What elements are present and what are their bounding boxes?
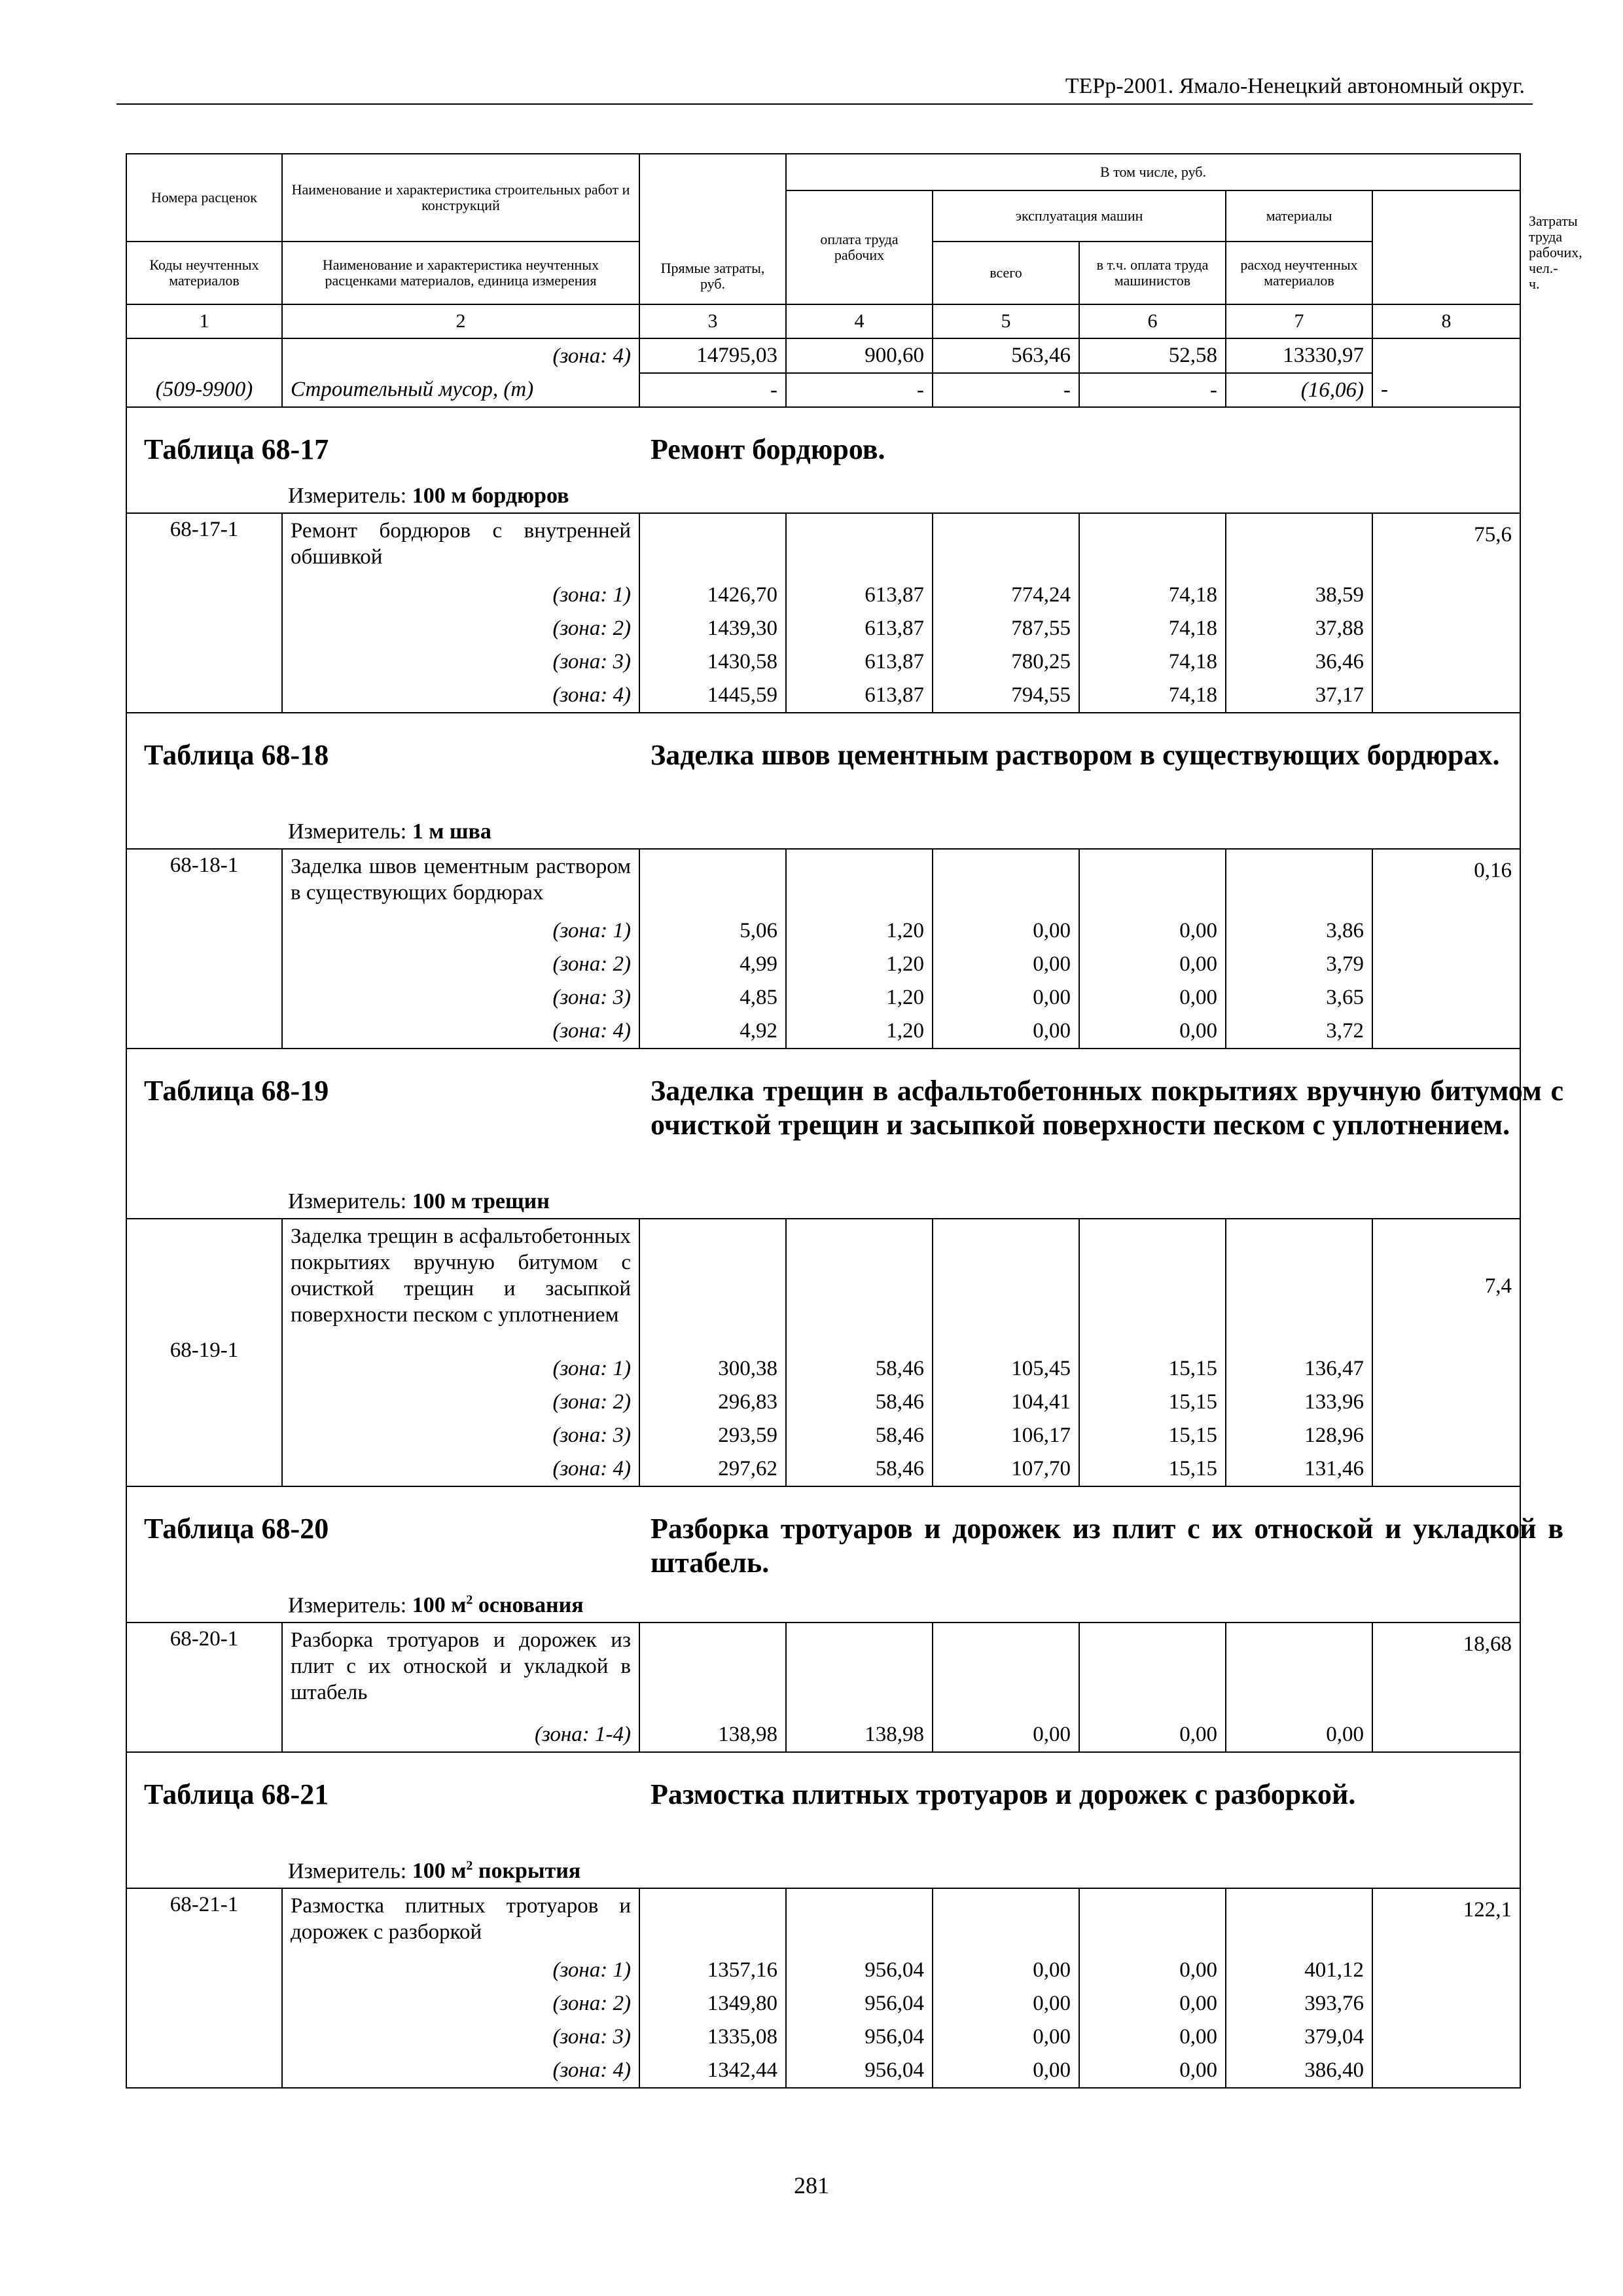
direct-costs-value: 1439,30 (639, 612, 786, 645)
col-number: 4 (786, 304, 933, 338)
machines-labor-value: 74,18 (1079, 679, 1226, 713)
materials-value: 3,65 (1226, 981, 1372, 1014)
col-machines-total: всего (933, 242, 1079, 304)
zone-label: (зона: 2) (282, 948, 639, 981)
unit-superscript: 2 (466, 1592, 473, 1607)
machines-labor-value: 15,15 (1079, 1352, 1226, 1386)
table-header: Номера расценок Наименование и характеристика строительных работ и конструкций Прямые затраты, руб. В том числе, руб. Затраты труда рабочих, чел.-ч. оплата труда рабочих эксплуатация машин материалы Коды неучтенных материалов Наименование и характеристика неучтенных расценками материалов, единица измерения всего в т.ч. оплата труда машинистов расход неучтенных материалов 1 2 3 4 5 6 7 8 (126, 154, 1520, 338)
rate-row (126, 513, 1520, 579)
rate-row (126, 849, 1520, 914)
zone-row (126, 2054, 1520, 2088)
unit-of-measure (288, 484, 569, 509)
machines-labor-value: 15,15 (1079, 1419, 1226, 1452)
table-number: Таблица 68-17 (144, 433, 329, 465)
zone-label: (зона: 4) (282, 679, 639, 713)
material-value: - (933, 373, 1079, 407)
col-number: 1 (126, 304, 282, 338)
table-number: Таблица 68-19 (144, 1075, 329, 1107)
col-number: 8 (1372, 304, 1520, 338)
machines-labor-value: 0,00 (1079, 981, 1226, 1014)
machines-total-value: 780,25 (933, 645, 1079, 679)
machines-total-value: 104,41 (933, 1386, 1079, 1419)
header-rule (116, 103, 1533, 105)
material-name: Строительный мусор, (т) (282, 373, 639, 407)
empty-cell (639, 1888, 786, 1954)
rate-name: Ремонт бордюров с внутренней обшивкой (282, 513, 639, 579)
rate-name: Заделка швов цементным раствором в существующих бордюрах (282, 849, 639, 914)
direct-costs-value: 14795,03 (639, 338, 786, 373)
materials-value: 386,40 (1226, 2054, 1372, 2088)
labor-pay-value: 58,46 (786, 1352, 933, 1386)
machines-labor-value: 0,00 (1079, 2054, 1226, 2088)
section-header (126, 1486, 1520, 1623)
empty-cell (1079, 1888, 1226, 1954)
materials-value: 131,46 (1226, 1452, 1372, 1486)
machines-total-value: 0,00 (933, 981, 1079, 1014)
machines-total-value: 774,24 (933, 579, 1079, 612)
rates-table (126, 153, 1582, 2089)
col-number: 7 (1226, 304, 1372, 338)
empty-cell (933, 1219, 1079, 1352)
unit-value: 1 м шва (412, 819, 491, 844)
zone-label: (зона: 4) (282, 1452, 639, 1486)
unit-tail: покрытия (478, 1859, 581, 1883)
direct-costs-value: 1445,59 (639, 679, 786, 713)
empty-cell (786, 849, 933, 914)
direct-costs-value: 4,92 (639, 1014, 786, 1049)
col-name-bottom: Наименование и характеристика неучтенных расценками материалов, единица измерения (282, 242, 639, 304)
labor-pay-value: 58,46 (786, 1452, 933, 1486)
zone-row (126, 1014, 1520, 1049)
materials-value: 136,47 (1226, 1352, 1372, 1386)
rate-row (126, 1623, 1520, 1718)
material-value: - (1079, 373, 1226, 407)
machines-total-value: 794,55 (933, 679, 1079, 713)
machines-labor-value: 0,00 (1079, 2020, 1226, 2054)
section-header (126, 1049, 1520, 1219)
machines-total-value: 0,00 (933, 914, 1079, 948)
machines-labor-value: 74,18 (1079, 579, 1226, 612)
materials-value: 0,00 (1226, 1718, 1372, 1752)
empty-cell (786, 513, 933, 579)
machines-labor-value: 74,18 (1079, 612, 1226, 645)
machines-labor-value: 15,15 (1079, 1452, 1226, 1486)
labor-pay-value: 900,60 (786, 338, 933, 373)
unit-superscript: 2 (466, 1858, 473, 1873)
empty-cell (933, 849, 1079, 914)
labor-pay-value: 956,04 (786, 1954, 933, 1987)
empty-cell (1226, 849, 1372, 914)
machines-labor-value: 0,00 (1079, 1014, 1226, 1049)
direct-costs-value: 4,99 (639, 948, 786, 981)
materials-value: 128,96 (1226, 1419, 1372, 1452)
labor-pay-value: 956,04 (786, 2054, 933, 2088)
section-heading: Заделка швов цементным раствором в существующих бордюрах. (651, 739, 1500, 771)
empty-cell (639, 1623, 786, 1718)
zone-label: (зона: 3) (282, 981, 639, 1014)
machines-total-value: 0,00 (933, 1718, 1079, 1752)
machines-labor-value: 0,00 (1079, 1987, 1226, 2020)
unit-value: 100 м (412, 1859, 467, 1883)
direct-costs-value: 1430,58 (639, 645, 786, 679)
materials-value: 401,12 (1226, 1954, 1372, 1987)
zone-label: (зона: 1) (282, 1352, 639, 1386)
section-header (126, 1752, 1520, 1888)
section-heading: Заделка трещин в асфальтобетонных покрытиях вручную битумом с очисткой трещин и засыпкой поверхности песком с уплотнением. (651, 1075, 1563, 1141)
section-heading: Ремонт бордюров. (651, 433, 885, 465)
direct-costs-value: 1426,70 (639, 579, 786, 612)
machines-labor-value: 74,18 (1079, 645, 1226, 679)
direct-costs-value: 296,83 (639, 1386, 786, 1419)
unit-label: Измеритель: (288, 819, 407, 844)
zone-label: (зона: 2) (282, 1386, 639, 1419)
labor-pay-value: 58,46 (786, 1419, 933, 1452)
col-number: 3 (639, 304, 786, 338)
section-header (126, 713, 1520, 849)
labor-costs-value: 0,16 (1372, 849, 1520, 1049)
labor-costs-value: 122,1 (1372, 1888, 1520, 2088)
col-machines-labor: в т.ч. оплата труда машинистов (1079, 242, 1226, 304)
material-value: (16,06) (1226, 373, 1372, 407)
rate-name: Размостка плитных тротуаров и дорожек с разборкой (282, 1888, 639, 1954)
unit-label: Измеритель: (288, 1859, 407, 1883)
materials-value: 37,88 (1226, 612, 1372, 645)
labor-pay-value: 1,20 (786, 948, 933, 981)
machines-total-value: 0,00 (933, 1987, 1079, 2020)
labor-costs-value: 18,68 (1372, 1623, 1520, 1752)
col-machines: эксплуатация машин (933, 190, 1226, 242)
carryover-row (126, 338, 1520, 373)
zone-label: (зона: 4) (282, 2054, 639, 2088)
materials-value: 36,46 (1226, 645, 1372, 679)
zone-label: (зона: 4) (282, 1014, 639, 1049)
empty-cell (933, 513, 1079, 579)
machines-total-value: 787,55 (933, 612, 1079, 645)
direct-costs-value: 297,62 (639, 1452, 786, 1486)
unit-of-measure (288, 819, 491, 844)
zone-row (126, 1386, 1520, 1419)
rate-code: 68-21-1 (126, 1888, 282, 2088)
rate-code: 68-18-1 (126, 849, 282, 1049)
materials-value: 3,72 (1226, 1014, 1372, 1049)
machines-labor-value: 15,15 (1079, 1386, 1226, 1419)
zone-row (126, 1718, 1520, 1752)
unit-of-measure (288, 1189, 550, 1214)
direct-costs-value: 1335,08 (639, 2020, 786, 2054)
unit-label: Измеритель: (288, 484, 407, 508)
machines-total-value: 0,00 (933, 948, 1079, 981)
zone-row (126, 1352, 1520, 1386)
zone-label: (зона: 1-4) (282, 1718, 639, 1752)
zone-row (126, 1954, 1520, 1987)
column-numbers (126, 304, 1520, 338)
materials-value: 393,76 (1226, 1987, 1372, 2020)
table-number: Таблица 68-21 (144, 1778, 329, 1810)
materials-value: 3,79 (1226, 948, 1372, 981)
unit-value: 100 м бордюров (412, 484, 569, 508)
empty-cell (1226, 513, 1372, 579)
table-number: Таблица 68-20 (144, 1513, 329, 1545)
col-direct-costs: Прямые затраты, руб. (639, 154, 786, 304)
machines-total-value: 563,46 (933, 338, 1079, 373)
zone-label: (зона: 2) (282, 1987, 639, 2020)
machines-total-value: 105,45 (933, 1352, 1079, 1386)
machines-total-value: 106,17 (933, 1419, 1079, 1452)
direct-costs-value: 138,98 (639, 1718, 786, 1752)
materials-value: 379,04 (1226, 2020, 1372, 2054)
material-value: - (1372, 373, 1520, 407)
table-body (126, 338, 1563, 2088)
col-including: В том числе, руб. (786, 154, 1520, 190)
unit-label: Измеритель: (288, 1593, 407, 1617)
direct-costs-value: 5,06 (639, 914, 786, 948)
empty-cell (1226, 1623, 1372, 1718)
zone-row (126, 914, 1520, 948)
rate-name: Разборка тротуаров и дорожек из плит с их отноской и укладкой в штабель (282, 1623, 639, 1718)
rate-code: 68-17-1 (126, 513, 282, 713)
section-header (126, 407, 1520, 513)
labor-pay-value: 613,87 (786, 612, 933, 645)
machines-labor-value: 0,00 (1079, 1718, 1226, 1752)
zone-label: (зона: 3) (282, 2020, 639, 2054)
empty-cell (1079, 1219, 1226, 1352)
labor-pay-value: 1,20 (786, 914, 933, 948)
labor-costs-value: 75,6 (1372, 513, 1520, 713)
material-value: - (786, 373, 933, 407)
col-number: 5 (933, 304, 1079, 338)
direct-costs-value: 300,38 (639, 1352, 786, 1386)
empty-cell (1226, 1888, 1372, 1954)
zone-row (126, 645, 1520, 679)
zone-label: (зона: 2) (282, 612, 639, 645)
running-header: ТЕРр-2001. Ямало-Ненецкий автономный округ. (1065, 74, 1525, 98)
materials-value: 3,86 (1226, 914, 1372, 948)
materials-value: 38,59 (1226, 579, 1372, 612)
zone-row (126, 948, 1520, 981)
machines-total-value: 0,00 (933, 2020, 1079, 2054)
direct-costs-value: 293,59 (639, 1419, 786, 1452)
machines-total-value: 0,00 (933, 1954, 1079, 1987)
labor-costs-value: 7,4 (1372, 1219, 1520, 1486)
materials-value: 13330,97 (1226, 338, 1372, 373)
col-number: 6 (1079, 304, 1226, 338)
empty-cell (639, 849, 786, 914)
section-heading: Разборка тротуаров и дорожек из плит с их отноской и укладкой в штабель. (651, 1513, 1563, 1579)
page-number: 281 (794, 2172, 829, 2198)
col-rate-numbers: Номера расценок (126, 154, 282, 242)
empty-cell (786, 1888, 933, 1954)
zone-row (126, 1452, 1520, 1486)
machines-labor-value: 52,58 (1079, 338, 1226, 373)
rate-row (126, 1888, 1520, 1954)
table-number: Таблица 68-18 (144, 739, 329, 771)
unit-label: Измеритель: (288, 1189, 407, 1213)
col-materials: материалы (1226, 190, 1372, 242)
section-heading: Размостка плитных тротуаров и дорожек с разборкой. (651, 1778, 1356, 1810)
zone-row (126, 2020, 1520, 2054)
labor-pay-value: 613,87 (786, 579, 933, 612)
machines-labor-value: 0,00 (1079, 914, 1226, 948)
labor-pay-value: 138,98 (786, 1718, 933, 1752)
machines-labor-value: 0,00 (1079, 948, 1226, 981)
col-name-top: Наименование и характеристика строительных работ и конструкций (282, 154, 639, 242)
machines-total-value: 0,00 (933, 1014, 1079, 1049)
unit-of-measure (288, 1859, 580, 1884)
unit-value: 100 м (412, 1593, 467, 1617)
zone-label: (зона: 1) (282, 579, 639, 612)
empty-cell (933, 1623, 1079, 1718)
empty-cell (1226, 1219, 1372, 1352)
labor-pay-value: 613,87 (786, 645, 933, 679)
labor-pay-value: 956,04 (786, 2020, 933, 2054)
zone-row (126, 679, 1520, 713)
unit-value: 100 м трещин (412, 1189, 550, 1213)
direct-costs-value: 4,85 (639, 981, 786, 1014)
zone-row (126, 1419, 1520, 1452)
material-row (126, 373, 1520, 407)
zone-label: (зона: 1) (282, 1954, 639, 1987)
labor-pay-value: 613,87 (786, 679, 933, 713)
col-materials-unaccounted: расход неучтенных материалов (1226, 242, 1372, 304)
labor-pay-value: 1,20 (786, 1014, 933, 1049)
empty-cell (639, 1219, 786, 1352)
empty-cell (786, 1623, 933, 1718)
material-value: - (639, 373, 786, 407)
labor-pay-value: 1,20 (786, 981, 933, 1014)
empty-cell (1079, 1623, 1226, 1718)
empty-cell (786, 1219, 933, 1352)
col-number: 2 (282, 304, 639, 338)
rate-code: 68-20-1 (126, 1623, 282, 1752)
zone-row (126, 1987, 1520, 2020)
zone-label: (зона: 3) (282, 645, 639, 679)
material-code: (509-9900) (126, 373, 282, 407)
direct-costs-value: 1357,16 (639, 1954, 786, 1987)
labor-pay-value: 58,46 (786, 1386, 933, 1419)
zone-row (126, 981, 1520, 1014)
zone-row (126, 579, 1520, 612)
zone-label: (зона: 3) (282, 1419, 639, 1452)
zone-label: (зона: 1) (282, 914, 639, 948)
unit-of-measure (288, 1593, 584, 1618)
empty-cell (1079, 849, 1226, 914)
rate-row (126, 1219, 1520, 1352)
zone-label: (зона: 4) (282, 338, 639, 373)
empty-cell (639, 513, 786, 579)
direct-costs-value: 1349,80 (639, 1987, 786, 2020)
empty-cell (1079, 513, 1226, 579)
machines-total-value: 0,00 (933, 2054, 1079, 2088)
machines-total-value: 107,70 (933, 1452, 1079, 1486)
rate-code: 68-19-1 (126, 1219, 282, 1486)
col-labor-pay: оплата труда рабочих (786, 190, 933, 304)
col-material-codes: Коды неучтенных материалов (126, 242, 282, 304)
materials-value: 133,96 (1226, 1386, 1372, 1419)
labor-pay-value: 956,04 (786, 1987, 933, 2020)
direct-costs-value: 1342,44 (639, 2054, 786, 2088)
zone-row (126, 612, 1520, 645)
machines-labor-value: 0,00 (1079, 1954, 1226, 1987)
rate-name: Заделка трещин в асфальтобетонных покрытиях вручную битумом с очисткой трещин и засыпкой поверхности песком с уплотнением (282, 1219, 639, 1352)
unit-tail: основания (478, 1593, 584, 1617)
empty-cell (933, 1888, 1079, 1954)
materials-value: 37,17 (1226, 679, 1372, 713)
